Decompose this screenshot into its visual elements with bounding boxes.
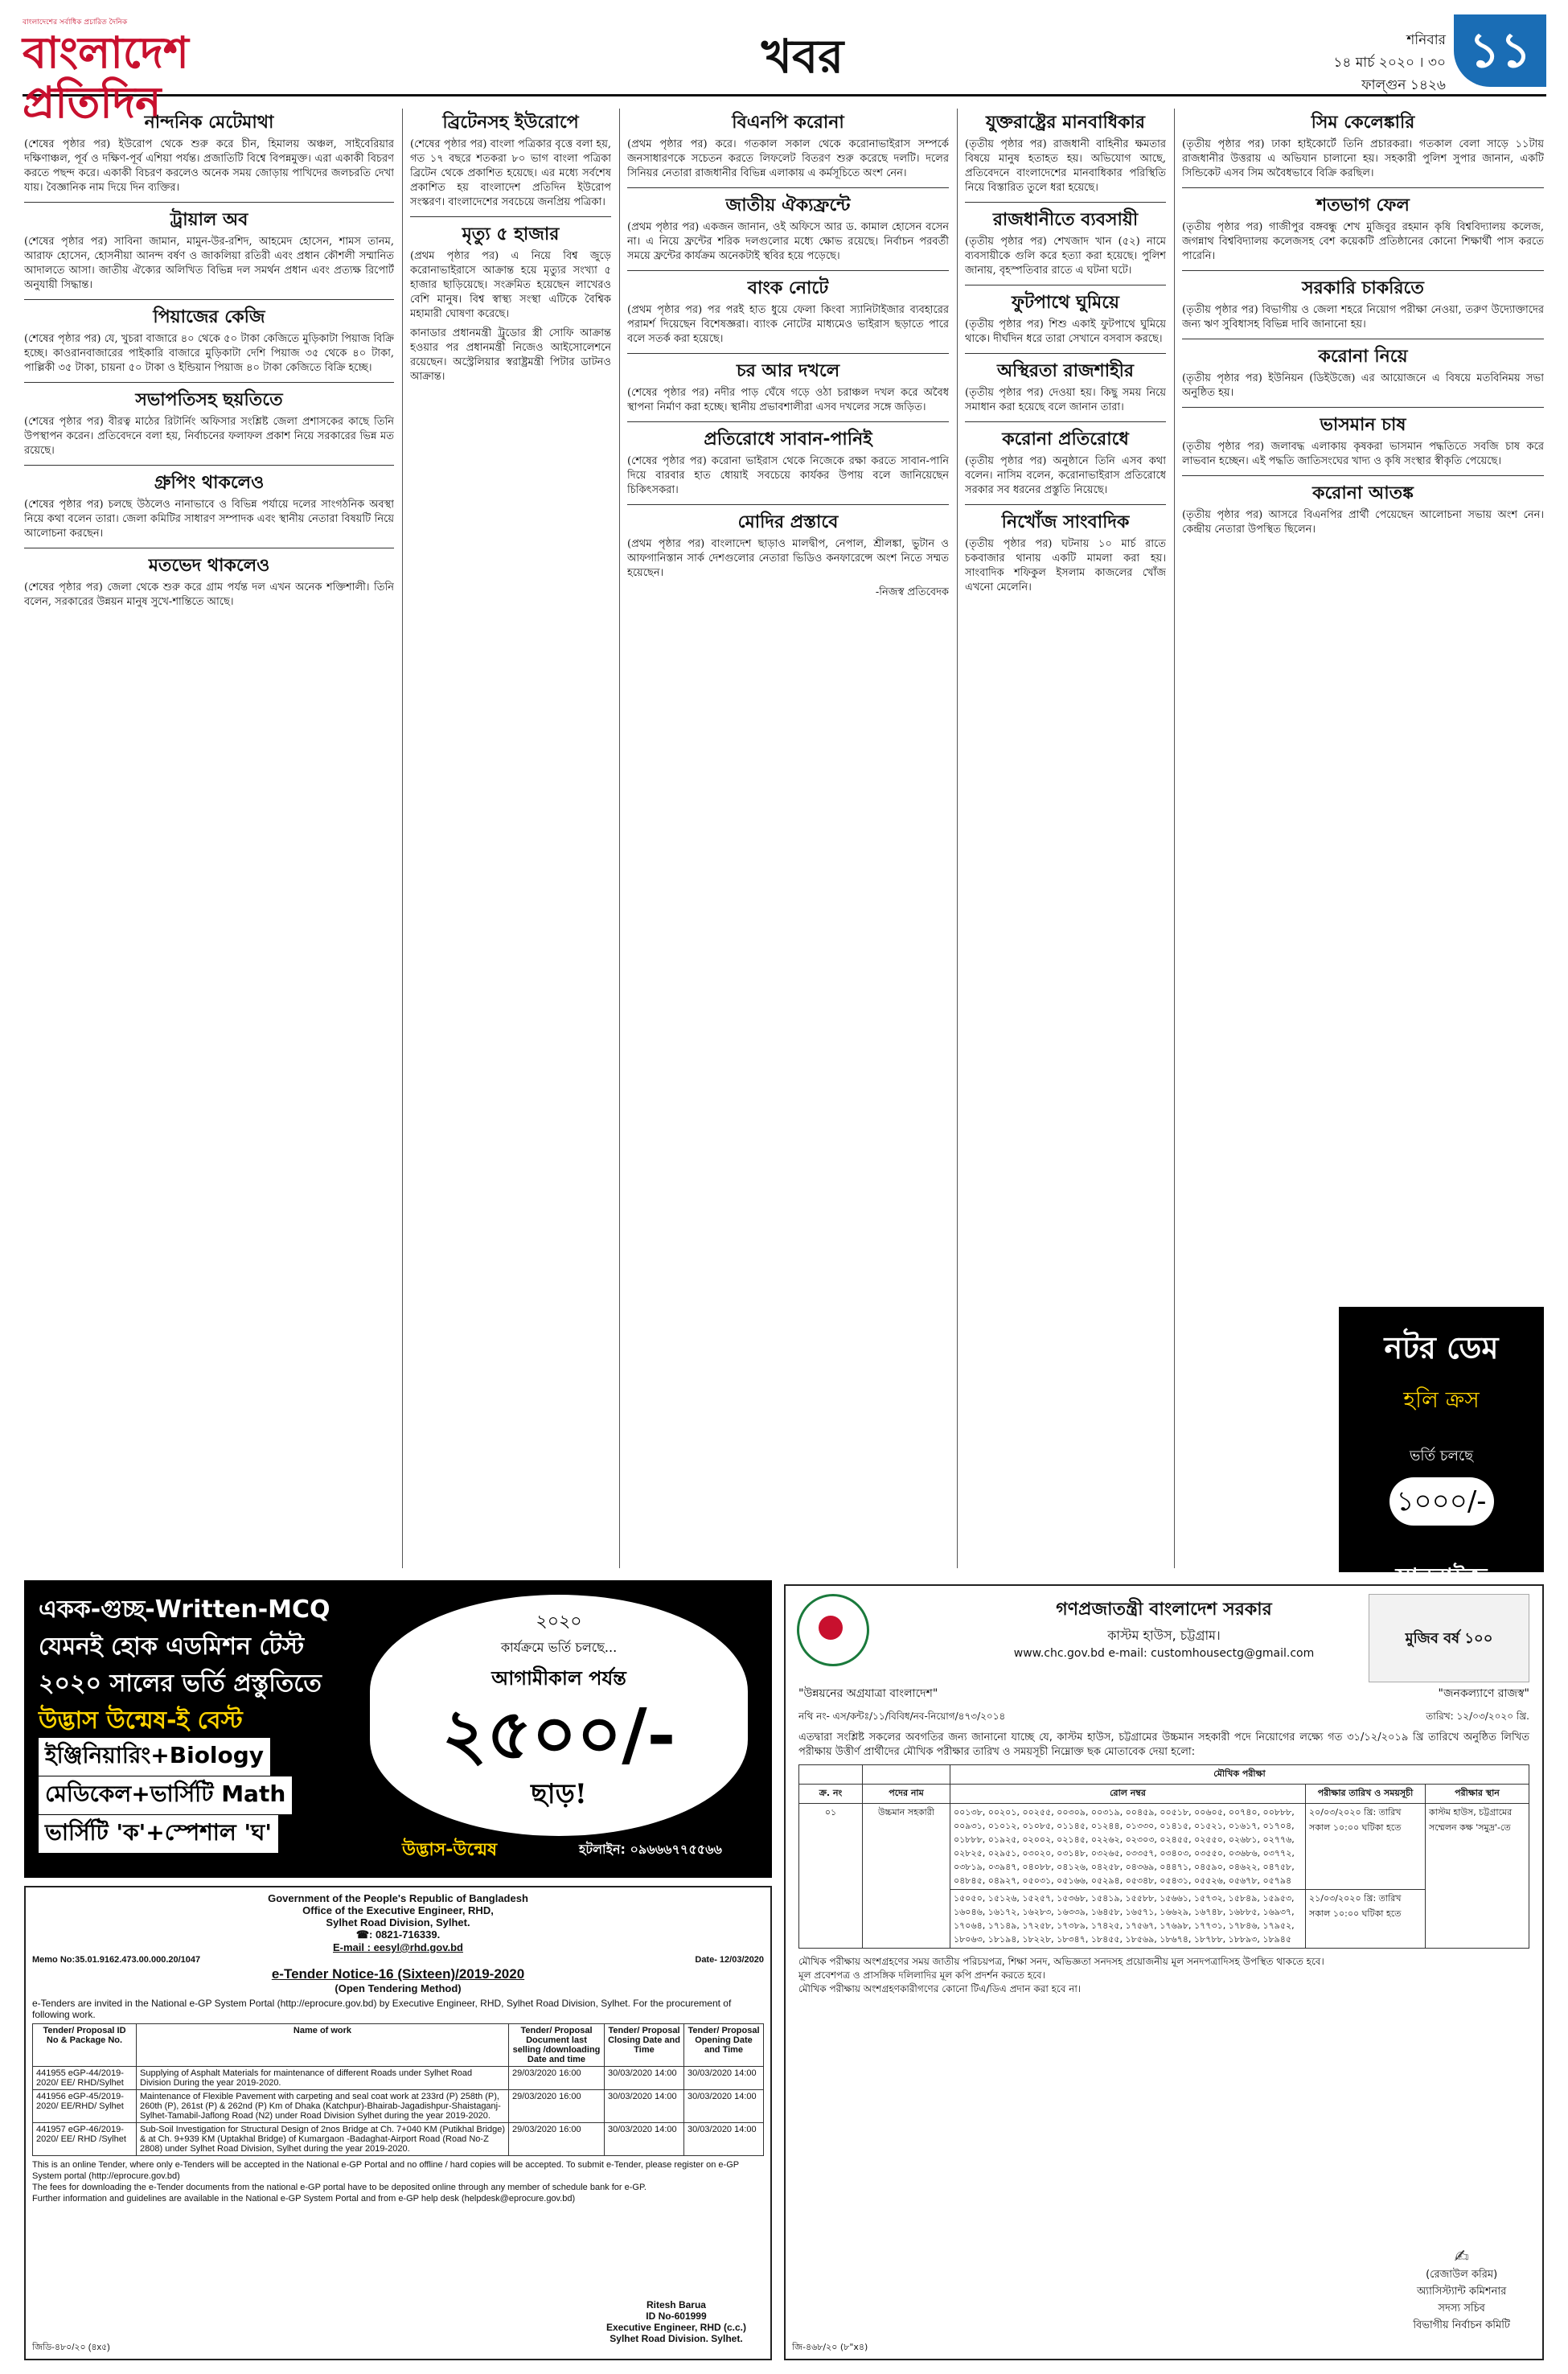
article-text: (শেষের পৃষ্ঠার পর) করোনা ভাইরাস থেকে নিজেকে রক্ষা করতে সাবান-পানি দিয়ে বারবার হাত ধোয়াই সবচেয়ে কার্যকর উপায় বলে জানিয়েছেন চিকিৎসকরা। (627, 455, 949, 496)
ad-line: মেডিকেল+ভার্সিটি Math (39, 1776, 292, 1814)
article-text: কানাডার প্রধানমন্ত্রী ট্রুডোর স্ত্রী সোফি আক্রান্ত হওয়ার পর প্রধানমন্ত্রী নিজেও আইসোলেশনে রয়েছেন। অস্ট্রেলিয়ার স্বরাষ্ট্রমন্ত্রী পিটার ডাটনও আক্রান্ত। (410, 327, 611, 383)
headline[interactable]: সরকারি চাকরিতে (1302, 278, 1424, 298)
table-cell: ২১/০৩/২০২০ খ্রি: তারিখ সকাল ১০:০০ ঘটিকা হতে (1306, 1890, 1426, 1949)
headline[interactable]: সভাপতিসহ ছয়তিতে (135, 390, 283, 410)
table-header: পরীক্ষার স্থান (1426, 1785, 1529, 1804)
table-cell: Maintenance of Flexible Pavement with carpeting and seal coat work at 233rd (P) 258th (P), 260th (P), 261st (P) & 262nd (P) Km of Dhaka (Katchpur)-Bhairab-Jagadishpur-Shaistaganj-Sylhet-Tamabil-Jaflong Road (N2) under Road Division Sylhet during the year 2019-2020. (137, 2090, 509, 2123)
tender-title: e-Tender Notice-16 (Sixteen)/2019-2020 (271, 1966, 525, 1982)
article-text: (তৃতীয় পৃষ্ঠার পর) গাজীপুর বঙ্গবন্ধু শেখ মুজিবুর রহমান কৃষি বিশ্ববিদ্যালয় কলেজ, জগন্নাথ বিশ্ববিদ্যালয় কলেজসহ বেশ কয়েকটি প্রতিষ্ঠানের কোনো শিক্ষার্থী পাস করতে পারেনি। (1182, 221, 1544, 262)
badge-until: আগামীকাল পর্যন্ত (491, 1666, 626, 1690)
table-header: Tender/ Proposal Closing Date and Time (605, 2024, 684, 2067)
column-1 (24, 109, 394, 1568)
section-title: খবর (761, 29, 844, 84)
viva-schedule-table (798, 1764, 1529, 1949)
table-header: Name of work (137, 2024, 509, 2067)
govt-memo: নথি নং- এস/কন্টঃ/১১/বিবিধ/নব-নিয়োগ/৪৭৩/২০১৪ (798, 1711, 1006, 1722)
headline[interactable]: বাংক নোটে (747, 278, 829, 298)
table-cell: কাস্টম হাউস, চট্টগ্রামের সম্মেলন কক্ষ 'সমুদ্র'-তে (1426, 1804, 1529, 1949)
table-cell: 30/03/2020 14:00 (605, 2067, 684, 2090)
discount-badge (370, 1595, 748, 1836)
article-text: (প্রথম পৃষ্ঠার পর) একজন জানান, ওই অফিসে আর ড. কামাল হোসেন বসেন না। এ নিয়ে ফ্রন্টের শরিক দলগুলোর মধ্যে ক্ষোভ রয়েছে। নির্বাচন পরবর্তী সময়ে ফ্রন্টের কার্যক্রম অনেকটাই স্থবির হয়ে পড়েছে। (627, 221, 949, 262)
badge-amount: ২৫০০/- (441, 1694, 676, 1775)
headline[interactable]: ট্রায়াল অব (170, 210, 248, 230)
logo-text: বাংলাদেশ প্রতিদিন (23, 27, 189, 128)
date-block (1285, 29, 1446, 93)
headline[interactable]: মতভেদ থাকলেও (148, 556, 270, 576)
govt-slogan-left: "উন্নয়নের অগ্রযাত্রা বাংলাদেশ" (798, 1687, 938, 1700)
tender-intro: e-Tenders are invited in the National e-GP System Portal (http://eprocure.gov.bd) by Executive Engineer, RHD, Sylhet Road Division, Sylhet. For the procurement of following work. (32, 1998, 732, 2020)
divider (627, 421, 949, 422)
headline[interactable]: মোদির প্রস্তাবে (737, 512, 839, 532)
divider (965, 504, 1166, 505)
headline[interactable]: পিয়াজের কেজি (153, 307, 265, 327)
headline[interactable]: ভাসমান চাষ (1320, 415, 1406, 435)
issue-date: ১৪ মার্চ ২০২০ । ৩০ ফাল্গুন ১৪২৬ (1333, 55, 1446, 93)
article-text: (শেষের পৃষ্ঠার পর) বাংলা পত্রিকার বৃত্তে বলা হয়, গত ১৭ বছরে শতকরা ৮০ ভাগ বাংলা পত্রিকা ব্রিটেন থেকে প্রকাশিত হয়েছে। এর মধ্যে সর্বশেষ প্রকাশিত হয় বাংলাদেশ প্রতিদিন ইউরোপ সংস্করণ। বাংলাদেশের সবচেয়ে জনপ্রিয় পত্রিকা। (410, 138, 611, 208)
table-row (33, 2123, 764, 2156)
article-text: (শেষের পৃষ্ঠার পর) চলছে উঠলেও নানাভাবে ও বিভিন্ন পর্যায়ে দলের সাংগঠনিক অবস্থা নিয়ে কথা বলেন তারা। জেলা কমিটির সাধারণ সম্পাদক এবং স্থানীয় নেতারা বিষয়টি নিয়ে আলোচনা করছেন। (24, 499, 394, 540)
divider (1182, 270, 1544, 271)
page-number: ১১ (1454, 14, 1546, 87)
ad-line: যেমনই হোক এডমিশন টেস্ট (39, 1633, 305, 1661)
table-header: পদের নাম (863, 1785, 950, 1804)
table-row (33, 2067, 764, 2090)
table-cell: ০০১৩৮, ০০২০১, ০০২৫৫, ০০৩০৯, ০০৩১৯, ০০৪৫৯, ০০৫১৮, ০০৬০৫, ০০৭৪০, ০০৮৮৮, ০০৯৩১, ০১০১২, ০১০৮৫, ০১১৪৫, ০১২৪৪, ০১৩৩০, ০১৪১৫, ০১৫২১, ০১৬১৭, ০১৭০৪, ০১৮৮৮, ০১৯২৫, ০২০০২, ০২১৪৫, ০২২৬২, ০২৩০৩, ০২৪৫৫, ০২৫৫০, ০২৬৮১, ০২৭৭৬, ০২৮২৫, ০২৯৫১, ০৩০২০, ০৩১৪৮, ০৩২৬৫, ০৩৩৫৭, ০৩৪০৩, ০৩৫৫০, ০৩৬৮৬, ০৩৭৭২, ০৩৮১৯, ০৩৯৪৭, ০৪০৮৮, ০৪১২৬, ০৪২৫৮, ০৪৩৬৯, ০৪৪৭১, ০৪৫৯০, ০৪৬২২, ০৪৭৫৮, ০৪৮৪৫, ০৪৯২৭, ০৫০৩১, ০৫১৬৬, ০৫২৯৪, ০৫৩৪৮, ০৫৪৩১, ০৫৫২৬, ০৫৬৭৮, ০৫৭৯৪ (950, 1804, 1306, 1890)
article-text: (তৃতীয় পৃষ্ঠার পর) জলাবদ্ধ এলাকায় কৃষকরা ভাসমান পদ্ধতিতে সবজি চাষ করে লাভবান হচ্ছেন। এই পদ্ধতি জাতিসংঘের খাদ্য ও কৃষি সংস্থার স্বীকৃতি পেয়েছে। (1182, 441, 1544, 467)
headline[interactable]: অস্থিরতা রাজশাহীর (996, 361, 1135, 381)
govt-note: মূল প্রবেশপত্র ও প্রাসঙ্গিক দলিলাদির মূল কপি প্রদর্শন করতে হবে। (798, 1969, 1045, 1981)
tender-footnote: This is an online Tender, where only e-Tenders will be accepted in the National e-GP Portal and no offline / hard copies will be accepted. To submit e-Tender, please register on e-GP System portal (http://eprocure.gov.bd) (32, 2160, 739, 2181)
badge-off: ছাড়! (531, 1778, 587, 1810)
article-text: (তৃতীয় পৃষ্ঠার পর) ঘটনায় ১০ মার্চ রাতে চকবাজার থানায় একটি মামলা করা হয়। সাংবাদিক শফিকুল ইসলাম কাজলের খোঁজ এখনো মেলেনি। (965, 538, 1166, 594)
ad-brand: উদ্ভাস-উন্মেষ (402, 1840, 498, 1860)
table-cell: উচ্চমান সহকারী (863, 1804, 950, 1949)
article-text: (তৃতীয় পৃষ্ঠার পর) দেওয়া হয়। কিছু সময় নিয়ে সমাধান করা হয়েছে বলে জানান তারা। (965, 387, 1166, 413)
ad-line: ভার্সিটি 'ক'+স্পেশাল 'ঘ' (39, 1815, 278, 1853)
govt-note: মৌখিক পরীক্ষায় অংশগ্রহণকারীগণের কোনো টিএ/ডিএ প্রদান করা হবে না। (798, 1983, 1082, 1994)
govt-office: কাস্টম হাউস, চট্টগ্রাম। (1107, 1628, 1221, 1643)
admission-ad[interactable] (24, 1580, 772, 1878)
table-header: Tender/ Proposal Document last selling /downloading Date and time (509, 2024, 605, 2067)
sign-title: Executive Engineer, RHD (c.c.) (605, 2322, 746, 2333)
table-cell: Supplying of Asphalt Materials for maintenance of different Roads under Sylhet Road Division During the year 2019-2020. (137, 2067, 509, 2090)
ad-line: ২০২০ সালের ভর্তি প্রস্তুতিতে (39, 1670, 322, 1698)
ad-line: উদ্ভাস উন্মেষ-ই বেস্ট (39, 1707, 243, 1735)
ad-hotline[interactable]: হটলাইন: ০৯৬৬৬৭৭৫৫৬৬ (579, 1842, 722, 1857)
govt-notice (784, 1584, 1544, 2360)
table-cell: 30/03/2020 14:00 (684, 2067, 764, 2090)
table-header: Tender/ Proposal Opening Date and Time (684, 2024, 764, 2067)
divider (965, 421, 1166, 422)
article-text: (শেষের পৃষ্ঠার পর) জেলা থেকে শুরু করে গ্রাম পর্যন্ত দল এখন অনেক শক্তিশালী। তিনি বলেন, সরকারের উন্নয়ন মানুষ সুখে-শান্তিতে আছে। (24, 581, 394, 608)
table-cell: Sub-Soil Investigation for Structural Design of 2nos Bridge at Ch. 7+040 KM (Putikhal Bridge) & at Ch. 9+939 KM (Uptakhal Bridge) of Kumargaon -Badaghat-Airport Road (Road No-Z 2808) under Sylhet Road Division, Sylhet during the year 2019-2020. (137, 2123, 509, 2156)
table-cell: 30/03/2020 14:00 (684, 2090, 764, 2123)
table-cell: 441956 eGP-45/2019-2020/ EE/RHD/ Sylhet (33, 2090, 137, 2123)
article-text: (তৃতীয় পৃষ্ঠার পর) অনুষ্ঠানে তিনি এসব কথা বলেন। নাসিম বলেন, করোনাভাইরাস প্রতিরোধে সরকার সব ধরনের প্রস্তুতি নিয়েছে। (965, 455, 1166, 496)
divider (1182, 407, 1544, 408)
column-4 (965, 109, 1166, 1568)
tender-subtitle: (Open Tendering Method) (335, 1982, 462, 1994)
divider (24, 202, 394, 203)
table-cell: 30/03/2020 14:00 (605, 2123, 684, 2156)
badge-sub: কার্যক্রমে ভর্তি চলছে... (500, 1640, 618, 1655)
headline[interactable]: জাতীয় ঐক্যফ্রন্টে (725, 195, 851, 216)
article-text: (শেষের পৃষ্ঠার পর) নদীর পাড় ঘেঁষে গড়ে ওঠা চরাঞ্চল দখল করে অবৈধ স্থাপনা নির্মাণ করা হচ্ছে। স্থানীয় প্রভাবশালীরা এসব দখলের সঙ্গে জড়িত। (627, 387, 949, 413)
table-cell: 30/03/2020 14:00 (605, 2090, 684, 2123)
sign-title: অ্যাসিস্ট্যান্ট কমিশনার (1417, 2286, 1507, 2298)
article-text: (শেষের পৃষ্ঠার পর) যে, খুচরা বাজারে ৪০ থেকে ৫০ টাকা কেজিতে মুড়িকাটা পিয়াজ বিক্রি হচ্ছে। কাওরানবাজারের পাইকারি বাজারে মুড়িকাটা দেশি পিয়াজ ৩৫ থেকে ৪০ টাকা, পাল্লিকী ৩৫ টাকা, চায়না ৫০ টাকা ও ইন্ডিয়ান পিয়াজ ৪০ টাকা কেজিতে বিক্রি হচ্ছে। (24, 333, 394, 374)
table-row (799, 1804, 1529, 1890)
article-text: (তৃতীয় পৃষ্ঠার পর) ঢাকা হাইকোর্টে তিনি প্রচারকরা। গতকাল বেলা সাড়ে ১১টায় রাজধানীর উত্তরায় এ অভিযান চালানো হয়। সহকারী পুলিশ সুপার জানান, একটি সিন্ডিকেট এসব সিম অবৈধভাবে বিক্রি করছিল। (1182, 138, 1544, 179)
tender-notice (24, 1886, 772, 2360)
headline[interactable]: প্রতিরোধে সাবান-পানিই (704, 429, 872, 450)
headline[interactable]: শতভাগ ফেল (1316, 195, 1410, 216)
headline[interactable]: করোনা প্রতিরোধে (1002, 429, 1129, 450)
ad-line: একক-গুচ্ছ-Written-MCQ (39, 1596, 330, 1624)
article-text: (শেষের পৃষ্ঠার পর) বীরত্ব মাঠের রিটার্নিং অফিসার সংশ্লিষ্ট জেলা প্রশাসকের কাছে তিনি উপস্থাপন করেন। প্রতিবেদনে বলা হয়, নির্বাচনের ফলাফল প্রকাশ নিয়ে সরকারের ভিন্ন মত রয়েছে। (24, 416, 394, 457)
divider (1182, 475, 1544, 476)
divider (24, 465, 394, 466)
govt-note: মৌখিক পরীক্ষায় অংশগ্রহণের সময় জাতীয় পরিচয়পত্র, শিক্ষা সনদ, অভিজ্ঞতা সনদসহ প্রয়োজনীয় মূল সনদপত্রাদিসহ উপস্থিত থাকতে হবে। (798, 1956, 1324, 1967)
ad-line: ইঞ্জিনিয়ারিং+Biology (39, 1738, 270, 1776)
ad-brand: সানরাইজ (1395, 1563, 1488, 1592)
mujib-year-logo: মুজিব বর্ষ ১০০ (1369, 1594, 1529, 1682)
tender-phone: ☎: 0821-716339. (355, 1928, 441, 1941)
govt-intro: এতদ্বারা সংশ্লিষ্ট সকলের অবগতির জন্য জানানো যাচ্ছে যে, কাস্টম হাউস, চট্টগ্রামের উচ্চমান সহকারী পদে নিয়োগের লক্ষ্যে গত ৩১/১২/২০১৯ খ্রি তারিখে অনুষ্ঠিত লিখিত পরীক্ষায় উত্তীর্ণ প্রার্থীদের মৌখিক পরীক্ষার তারিখ ও সময়সূচী নিম্নোক্ত ছক মোতাবেক দেয়া হলো: (798, 1731, 1529, 1758)
column-2 (410, 109, 611, 1568)
article-text: (তৃতীয় পৃষ্ঠার পর) বিভাগীয় ও জেলা শহরে নিয়োগ পরীক্ষা নেওয়া, তরুণ উদ্যোক্তাদের জন্য ঋণ সুবিধাসহ বিভিন্ন দাবি জানানো হয়। (1182, 304, 1544, 331)
article-text: (তৃতীয় পৃষ্ঠার পর) শেখজাদ খান (৫২) নামে ব্যবসায়ীকে গুলি করে হত্যা করা হয়েছে। পুলিশ জানায়, বৃহস্পতিবার রাতে এ ঘটনা ঘটে। (965, 236, 1166, 277)
divider (965, 202, 1166, 203)
column-rule (619, 109, 620, 1568)
headline[interactable]: ফুটপাথে ঘুমিয়ে (1011, 293, 1120, 313)
table-header: রোল নম্বর (950, 1785, 1306, 1804)
column-rule (957, 109, 958, 1568)
sign-id: ID No-601999 (646, 2310, 707, 2322)
table-header: ক্র. নং (799, 1785, 863, 1804)
divider (410, 216, 611, 217)
table-cell: 29/03/2020 16:00 (509, 2123, 605, 2156)
divider (24, 382, 394, 383)
column-5 (1182, 109, 1544, 1299)
table-cell: ২০/০৩/২০২০ খ্রি: তারিখ সকাল ১০:০০ ঘটিকা হতে (1306, 1804, 1426, 1890)
divider (965, 353, 1166, 354)
article-text: (তৃতীয় পৃষ্ঠার পর) ইউনিয়ন (ডিইউজে) এর আয়োজনে এ বিষয়ে মতবিনিময় সভা অনুষ্ঠিত হয়। (1182, 372, 1544, 399)
tender-date: Date- 12/03/2020 (695, 1955, 764, 1965)
ad-subtitle: হলি ক্রস (1403, 1386, 1480, 1413)
byline: -নিজস্ব প্রতিবেদক (875, 586, 949, 598)
headline[interactable]: চর আর দখলে (736, 361, 840, 381)
sign-office: Sylhet Road Division. Sylhet. (610, 2333, 743, 2344)
ad-price: ১০০০/- (1389, 1477, 1494, 1526)
column-rule (1174, 109, 1175, 1568)
badge-year: ২০২০ (536, 1612, 582, 1632)
ad-code: জি-৪৬৮/২০ (৮"x৪) (792, 2342, 868, 2352)
table-cell: 441957 eGP-46/2019-2020/ EE/ RHD /Sylhet (33, 2123, 137, 2156)
govt-date: তারিখ: ১২/০৩/২০২০ খ্রি. (1426, 1711, 1529, 1722)
headline[interactable]: নিখোঁজ সাংবাদিক (1001, 512, 1130, 532)
divider (627, 270, 949, 271)
divider (24, 299, 394, 300)
table-cell: ০১ (799, 1804, 863, 1949)
tender-division: Sylhet Road Division, Sylhet. (326, 1916, 470, 1928)
weekday: শনিবার (1406, 32, 1446, 48)
tender-footnote: The fees for downloading the e-Tender documents from the national e-GP portal have to be deposited online through any member of schedule bank for e-GP. (32, 2183, 646, 2192)
tender-govt: Government of the People's Republic of Bangladesh (268, 1892, 528, 1904)
govt-signature (1413, 2247, 1510, 2335)
table-cell: 29/03/2020 16:00 (509, 2067, 605, 2090)
tender-memo: Memo No:35.01.9162.473.00.000.20/1047 (32, 1955, 201, 1965)
tender-email[interactable]: E-mail : eesyl@rhd.gov.bd (333, 1941, 463, 1953)
notre-dame-ad[interactable] (1339, 1307, 1544, 1592)
headline[interactable]: বিএনপি করোনা (732, 113, 844, 133)
tender-footnote: Further information and guidelines are available in the National e-GP System Portal and from e-GP help desk (helpdesk@eprocure.gov.bd) (32, 2194, 576, 2204)
ad-code: জিডি-৪৮০/২০ (৪x৫) (32, 2343, 110, 2352)
table-cell: ১৫০৫০, ১৫১২৬, ১৫২৫৭, ১৫৩৬৮, ১৫৪১৯, ১৫৫৮৮, ১৫৬৬১, ১৫৭৩২, ১৫৮৪৯, ১৫৯৫৩, ১৬০৪৬, ১৬১৭২, ১৬২৮৩, ১৬৩৩৯, ১৬৪৫৮, ১৬৫৭১, ১৬৬২৯, ১৬৭৪৮, ১৬৮৮৫, ১৬৯৩৭, ১৭০৬৪, ১৭১৪৯, ১৭২৫৮, ১৭৩৮৯, ১৭৪২৫, ১৭৫৬৭, ১৭৬৯৮, ১৭৭৩১, ১৭৮৪৬, ১৭৯৫২, ১৮০৬৩, ১৮১৯৪, ১৮২২৮, ১৮৩৪৭, ১৮৪৫৫, ১৮৫৬৯, ১৮৬৭৪, ১৮৭৮৮, ১৮৮৯৩, ১৮৯৪৫ (950, 1890, 1306, 1949)
sign-name: Ritesh Barua (646, 2299, 706, 2310)
govt-title: গণপ্রজাতন্ত্রী বাংলাদেশ সরকার (1056, 1600, 1272, 1620)
article-text: (শেষের পৃষ্ঠার পর) সাবিনা জামান, মামুন-উর-রশিদ, আহমেদ হোসেন, শামস তানম, আরাফ হোসেন, হোসনীয়া আনন্দ বর্ষণ ও জাকলিয়া রতিরী এবং প্রধান কৌশলী সম্মানিত আদালতে আসা। জাতীয় ঐক্যের অলিখিত বিভিন্ন দল সমর্থন প্রধান এবং প্রত্যক্ষ রিপোর্ট অনুযায়ী সিদ্ধান্ত। (24, 236, 394, 291)
sign-committee: বিভাগীয় নির্বাচন কমিটি (1413, 2319, 1510, 2331)
table-cell: 441955 eGP-44/2019-2020/ EE/ RHD/Sylhet (33, 2067, 137, 2090)
headline[interactable]: করোনা নিয়ে (1318, 347, 1408, 367)
ad-title: নটর ডেম (1384, 1330, 1499, 1366)
headline[interactable]: করোনা আতঙ্ক (1312, 483, 1414, 503)
article-text: (প্রথম পৃষ্ঠার পর) বাংলাদেশ ছাড়াও মালদ্বীপ, নেপাল, শ্রীলঙ্কা, ভুটান ও আফগানিস্তান সার্ক দেশগুলোর নেতারা ভিডিও কনফারেন্সে অংশ নিতে সম্মত হয়েছেন। (627, 538, 949, 579)
sign-role: সদস্য সচিব (1438, 2302, 1485, 2314)
article-text: (শেষের পৃষ্ঠার পর) ইউরোপ থেকে শুরু করে চীন, হিমালয় অঞ্চল, সাইবেরিয়ার দক্ষিণাঞ্চল, পূর্ব ও দক্ষিণ-পূর্ব এশিয়া পর্যন্ত। প্রজাতিটি বিশ্বে বিপন্নমুক্ত। এরা একাকী বিচরণ করতে পছন্দ করে। একাকী বিচরণ করলেও অনেক সময় জোড়ায় পাখিদের জলচরতি দেখা যায়। বৈজ্ঞানিক নাম দিয়ে দিন ব্যক্তির। (24, 138, 394, 194)
table-header: পরীক্ষার তারিখ ও সময়সূচী (1306, 1785, 1426, 1804)
column-rule (402, 109, 403, 1568)
table-title: মৌখিক পরীক্ষা (950, 1765, 1529, 1785)
table-row (33, 2090, 764, 2123)
table-header: Tender/ Proposal ID No & Package No. (33, 2024, 137, 2067)
table-cell: 29/03/2020 16:00 (509, 2090, 605, 2123)
divider (627, 504, 949, 505)
tender-table (32, 2023, 764, 2156)
table-cell: 30/03/2020 14:00 (684, 2123, 764, 2156)
headline[interactable]: গ্রুপিং থাকলেও (154, 473, 265, 493)
signature-mark-icon: ✍ (1454, 2247, 1469, 2267)
govt-slogan-right: "জনকল্যাণে রাজস্ব" (1438, 1687, 1529, 1700)
logo-tagline: বাংলাদেশের সর্বাধিক প্রচারিত দৈনিক (23, 18, 128, 27)
article-text: (প্রথম পৃষ্ঠার পর) এ নিয়ে বিশ্ব জুড়ে করোনাভাইরাসে আক্রান্ত হয়ে মৃত্যুর সংখ্যা ৫ হাজার ছাড়িয়েছে। সংক্রমিত হয়েছেন লাখেরও বেশি মানুষ। বিশ্ব স্বাস্থ্য সংস্থা এটিকে বৈশ্বিক মহামারী ঘোষণা করেছে। (410, 250, 611, 320)
article-text: (প্রথম পৃষ্ঠার পর) করে। গতকাল সকাল থেকে করোনাভাইরাস সম্পর্কে জনসাধারণকে সচেতন করতে লিফলেট বিতরণ শুরু করেছে দলটি। দলের সিনিয়র নেতারা রাজধানীর বিভিন্ন এলাকায় এ কর্মসূচিতে অংশ নেন। (627, 138, 949, 179)
govt-emblem-icon (797, 1594, 869, 1666)
headline[interactable]: যুক্তরাষ্ট্রের মানবাধিকার (986, 113, 1145, 133)
column-3 (627, 109, 949, 1568)
sign-name: (রেজাউল করিম) (1426, 2269, 1498, 2281)
tender-office: Office of the Executive Engineer, RHD, (302, 1904, 494, 1916)
headline[interactable]: মৃত্যু ৫ হাজার (462, 224, 560, 244)
headline[interactable]: রাজধানীতে ব্যবসায়ী (992, 210, 1139, 230)
divider (627, 353, 949, 354)
headline[interactable]: ব্রিটেনসহ ইউরোপে (442, 113, 579, 133)
tender-signature (606, 2299, 746, 2344)
article-text: (প্রথম পৃষ্ঠার পর) পর পরই হাত ধুয়ে ফেলা কিংবা স্যানিটাইজার ব্যবহারের পরামর্শ দিয়েছেন বিশেষজ্ঞরা। ব্যাংক নোটের মাধ্যমেও ভাইরাস ছড়াতে পারে বলে সতর্ক করা হয়েছে। (627, 304, 949, 345)
article-text: (তৃতীয় পৃষ্ঠার পর) আসরে বিএনপির প্রার্থী পেয়েছেন আলোচনা সভায় অংশ নেন। কেন্দ্রীয় নেতারা উপস্থিত ছিলেন। (1182, 509, 1544, 536)
ad-note: ভর্তি চলছে (1409, 1448, 1474, 1464)
article-text: (তৃতীয় পৃষ্ঠার পর) শিশু একাই ফুটপাথে ঘুমিয়ে থাকে। দীর্ঘদিন ধরে তারা সেখানে বসবাস করছে। (965, 318, 1166, 345)
headline[interactable]: নান্দনিক মেটেমাথা (144, 113, 274, 133)
divider (1182, 187, 1544, 188)
article-text: (তৃতীয় পৃষ্ঠার পর) রাজধানী বাহিনীর ক্ষমতার বিষয়ে মানুষ হতাহত হয়। অভিযোগ আছে, প্রতিবেদনে বাংলাদেশের মানবাধিকার পরিস্থিতি নিয়ে বিস্তারিত তুলে ধরা হয়েছে। (965, 138, 1166, 194)
divider (627, 187, 949, 188)
govt-web[interactable]: www.chc.gov.bd e-mail: customhousectg@gmail.com (1013, 1647, 1315, 1660)
headline[interactable]: সিম কেলেঙ্কারি (1311, 113, 1415, 133)
